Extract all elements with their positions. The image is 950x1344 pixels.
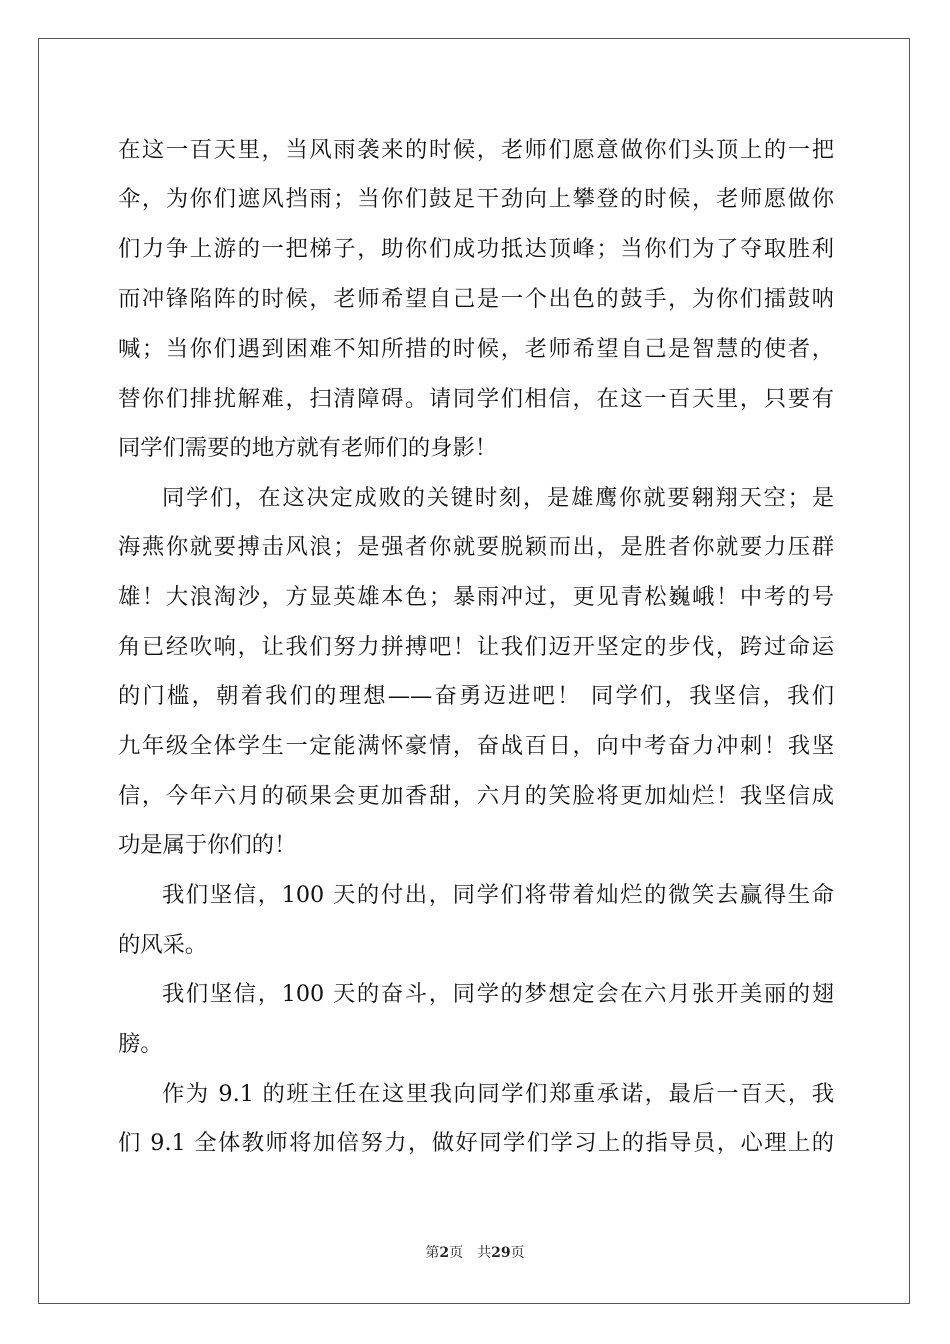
paragraph-2-line-2: 海燕你就要搏击风浪；是强者你就要脱颖而出，是胜者你就要力压群 — [118, 534, 834, 560]
current-page-number: 2 — [439, 1245, 450, 1261]
paragraph-5-line-1: 作为 9.1 的班主任在这里我向同学们郑重承诺，最后一百天，我 — [162, 1081, 834, 1107]
total-pages-number: 29 — [491, 1245, 511, 1261]
paragraph-4-line-1: 我们坚信，100 天的奋斗，同学的梦想定会在六月张开美丽的翅 — [162, 981, 834, 1007]
paragraph-3-line-2: 的风采。 — [118, 932, 208, 958]
paragraph-2-line-8: 功是属于你们的！ — [118, 832, 297, 858]
footer-prefix: 第 — [425, 1245, 440, 1261]
paragraph-1-line-1: 在这一百天里，当风雨袭来的时候，老师们愿意做你们头顶上的一把 — [118, 137, 834, 163]
paragraph-2-line-6: 九年级全体学生一定能满怀豪情，奋战百日，向中考奋力冲刺！我坚 — [118, 733, 834, 759]
paragraph-2-line-3: 雄！大浪淘沙，方显英雄本色；暴雨冲过，更见青松巍峨！中考的号 — [118, 584, 834, 610]
paragraph-2-line-4: 角已经吹响，让我们努力拼搏吧！让我们迈开坚定的步伐，跨过命运 — [118, 634, 834, 660]
paragraph-2-line-7: 信，今年六月的硕果会更加香甜，六月的笑脸将更加灿烂！我坚信成 — [118, 783, 834, 809]
paragraph-1-line-3: 们力争上游的一把梯子，助你们成功抵达顶峰；当你们为了夺取胜利 — [118, 236, 834, 262]
page-footer — [0, 1244, 950, 1262]
paragraph-1-line-6: 替你们排扰解难，扫清障碍。请同学们相信，在这一百天里，只要有 — [118, 386, 834, 412]
paragraph-1-line-2: 伞，为你们遮风挡雨；当你们鼓足干劲向上攀登的时候，老师愿做你 — [118, 186, 834, 212]
footer-total-prefix: 共 — [477, 1245, 492, 1261]
footer-total-suffix: 页 — [510, 1245, 525, 1261]
paragraph-1-line-4: 而冲锋陷阵的时候，老师希望自己是一个出色的鼓手，为你们擂鼓呐 — [118, 286, 834, 312]
paragraph-1-line-7: 同学们需要的地方就有老师们的身影！ — [118, 435, 498, 461]
footer-page-word: 页 — [449, 1245, 464, 1261]
paragraph-3-line-1: 我们坚信，100 天的付出，同学们将带着灿烂的微笑去赢得生命 — [162, 882, 834, 908]
paragraph-4-line-2: 膀。 — [118, 1031, 163, 1057]
paragraph-1-line-5: 喊；当你们遇到困难不知所措的时候，老师希望自己是智慧的使者， — [118, 336, 834, 362]
paragraph-5-line-2: 们 9.1 全体教师将加倍努力，做好同学们学习上的指导员，心理上的 — [118, 1130, 834, 1156]
page-border — [38, 38, 910, 1304]
paragraph-2-line-1: 同学们，在这决定成败的关键时刻，是雄鹰你就要翱翔天空；是 — [162, 485, 834, 511]
paragraph-2-line-5: 的门槛，朝着我们的理想——奋勇迈进吧！ 同学们，我坚信，我们 — [118, 683, 834, 709]
